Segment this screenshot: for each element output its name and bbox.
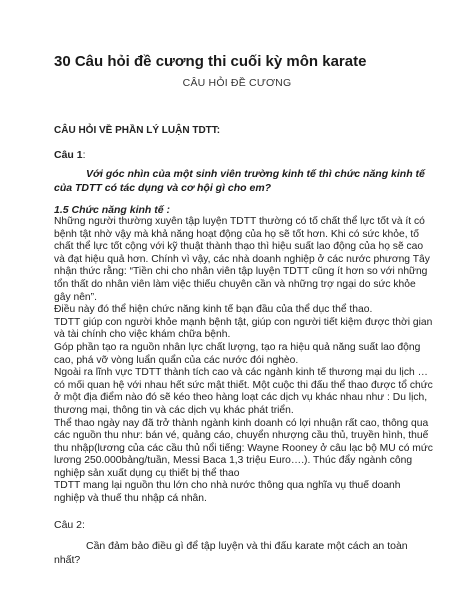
question-1-colon: : (82, 149, 86, 161)
question-1-label (54, 149, 86, 161)
paragraph: Thể thao ngày nay đã trở thành ngành kinh doanh có lợi nhuận rất cao, thông qua các nguồn thu như: bán vé, quảng cáo, chuyển nhượng cầu thủ, truyền hình, thuế thu nhập(lương của các cầu thủ nổi tiếng: Wayne Rooney ở câu lạc bộ MU có mức lương 250.000bảng/tuần, Messi Baca 1,3 triệu Euro….). Thúc đẩy ngành công nghiệp sản xuất dụng cụ thiết bị thể thao (54, 417, 433, 479)
paragraph: Ngoài ra lĩnh vực TDTT thành tích cao và các ngành kinh tế thương mại du lịch … có mối quan hệ với nhau hết sức mật thiết. Một cuộc thi đấu thể thao được tổ chức ở một địa điểm nào đó sẽ kéo theo hàng loạt các dịch vụ khác nhau như : Du lịch, thương mại, thông tin và các dịch vụ khác phát triển. (54, 367, 433, 416)
paragraph: Điều này đó thể hiện chức năng kinh tế bạn đầu của thể dục thể thao. (54, 304, 373, 316)
paragraph: TDTT mang lại nguồn thu lớn cho nhà nước thông qua nghĩa vụ thuế doanh nghiệp và thuế thu nhập cá nhân. (54, 480, 401, 505)
subheading: 1.5 Chức năng kinh tế : (54, 204, 171, 216)
question-2-colon: : (82, 519, 85, 531)
question-1-number: Câu 1 (54, 149, 83, 161)
paragraph: TDTT giúp con người khỏe mạnh bệnh tật, giúp con người tiết kiệm được thời gian và tài chính cho việc khám chữa bệnh. (54, 316, 433, 341)
paragraph: Những người thường xuyên tập luyện TDTT thường có tố chất thể lực tốt và ít có bệnh tật nhờ vậy mà khả năng hoạt động của họ sẽ tốt hơn. Khi có sức khỏe, tố chất thể lực tốt cộng với kỹ thuật thành thạo thì hiệu suất lao động của họ sẽ cao và đạt hiệu quả hơn. Chính vì vậy, các nhà doanh nghiệp ở các nước phương Tây nhận thức rằng: “Tiền chi cho nhân viên tập luyện TDTT cũng ít hơn so với những tổn thất do nhân viên làm việc thiếu chuyên cần và những trợ ngại do sức khỏe gây nên”. (54, 216, 430, 303)
question-1-text: Với góc nhìn của một sinh viên trường kinh tế thì chức năng kinh tế của TDTT có tác dụng và cơ hội gì cho em? (54, 168, 425, 194)
body-text (54, 216, 434, 506)
question-2-number: Câu 2 (54, 519, 83, 531)
paragraph: Góp phần tạo ra nguồn nhân lực chất lượng, tạo ra hiệu quả năng suất lao động cao, phá vỡ vòng luẩn quẩn của các nước đói nghèo. (54, 341, 421, 366)
question-2-text: Cần đảm bảo điều gì để tập luyện và thi đấu karate một cách an toàn nhất? (54, 540, 408, 566)
document-subtitle: CÂU HỎI ĐỀ CƯƠNG (182, 77, 292, 89)
section-heading: CÂU HỎI VỀ PHẦN LÝ LUẬN TDTT: (54, 125, 221, 136)
document-title: 30 Câu hỏi đề cương thi cuối kỳ môn karate (54, 53, 367, 70)
question-2-label (54, 519, 85, 531)
